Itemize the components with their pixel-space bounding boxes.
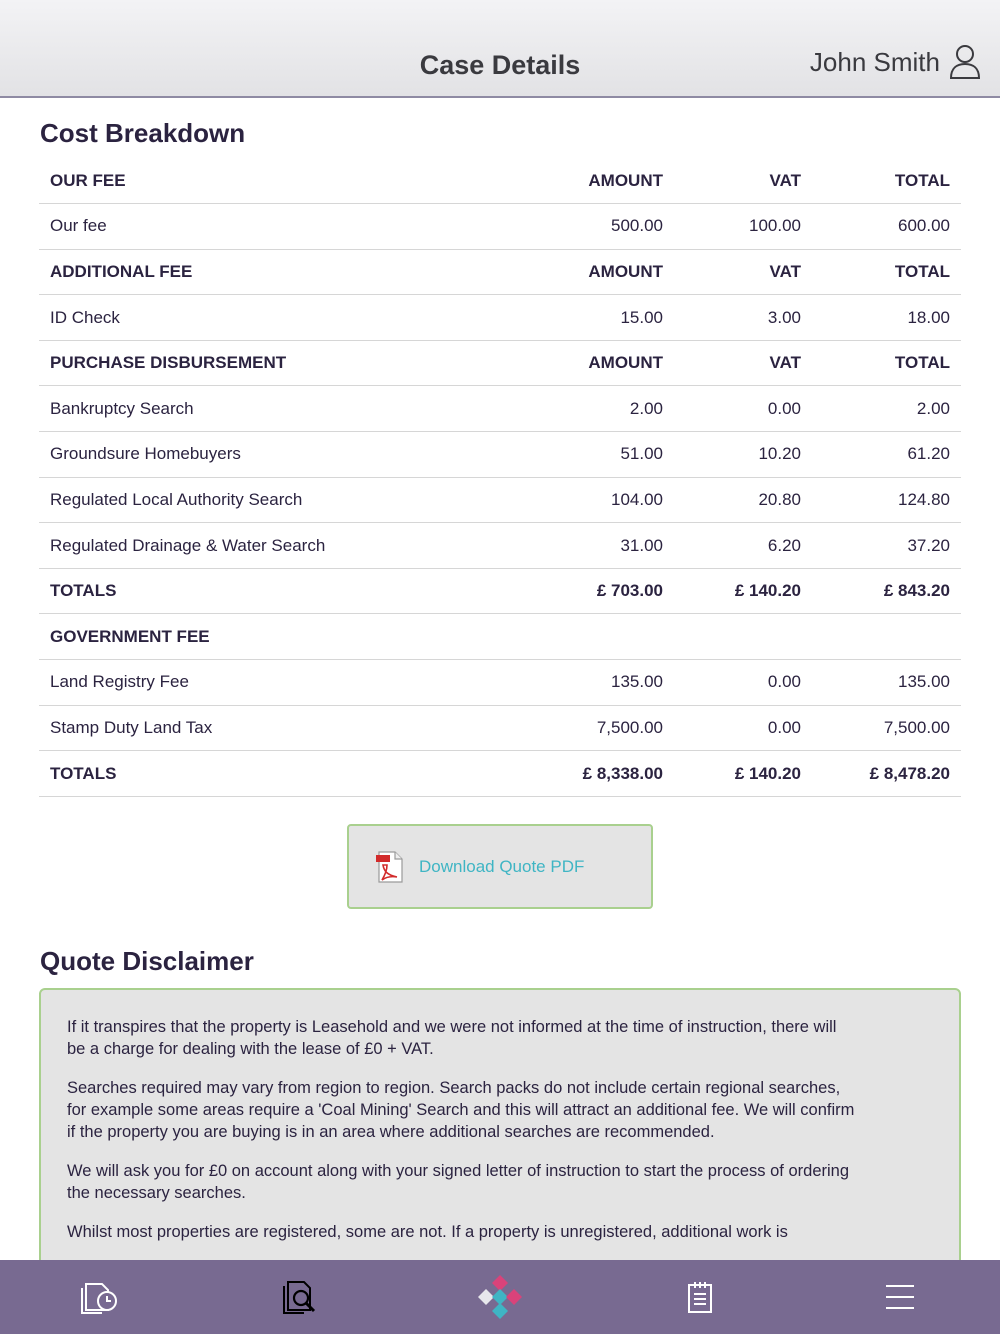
table-row — [39, 660, 961, 706]
table-row — [39, 386, 961, 432]
row-total: 18.00 — [812, 295, 961, 341]
row-label: TOTALS — [39, 568, 479, 614]
row-vat: VAT — [674, 340, 812, 386]
quote-disclaimer-heading: Quote Disclaimer — [40, 946, 254, 976]
document-clock-icon — [80, 1280, 120, 1314]
row-label: Our fee — [39, 204, 479, 250]
disclaimer-paragraph: Searches required may vary from region to region. Search packs do not include certain regional searches, for example some areas require a 'Coal Mining' Search and this will attract an additional fee. We will confirm if the property you are buying is in an area where additional searches are recommended. — [67, 1079, 855, 1141]
user-name: John Smith — [809, 46, 940, 77]
row-amount: AMOUNT — [479, 158, 674, 204]
row-total: TOTAL — [812, 340, 961, 386]
nav-case-history[interactable] — [60, 1267, 140, 1327]
row-vat: VAT — [674, 158, 812, 204]
main-content — [0, 98, 1000, 1260]
disclaimer-paragraph: Whilst most properties are registered, some are not. If a property is unregistered, additional work is — [67, 1223, 788, 1241]
cost-breakdown-heading: Cost Breakdown — [40, 118, 246, 148]
row-label: ID Check — [39, 295, 479, 341]
document-search-icon — [281, 1280, 319, 1314]
row-amount: AMOUNT — [479, 340, 674, 386]
disclaimer-paragraph: If it transpires that the property is Leasehold and we were not informed at the time of instruction, there will be a charge for dealing with the lease of £0 + VAT. — [67, 1018, 837, 1058]
user-icon — [948, 44, 982, 80]
nav-menu[interactable] — [860, 1267, 940, 1327]
row-total: 37.20 — [812, 523, 961, 569]
hamburger-menu-icon — [885, 1283, 915, 1311]
row-amount: 31.00 — [479, 523, 674, 569]
row-label: OUR FEE — [39, 158, 479, 204]
row-amount: 2.00 — [479, 386, 674, 432]
section-header-row — [39, 340, 961, 386]
row-vat: 10.20 — [674, 432, 812, 478]
row-amount: 15.00 — [479, 295, 674, 341]
row-label: TOTALS — [39, 751, 479, 797]
row-label: Stamp Duty Land Tax — [39, 705, 479, 751]
row-vat: 0.00 — [674, 386, 812, 432]
row-total: TOTAL — [812, 158, 961, 204]
row-label: GOVERNMENT FEE — [39, 614, 479, 660]
row-total: £ 8,478.20 — [812, 751, 961, 797]
row-vat: £ 140.20 — [674, 751, 812, 797]
row-label: Regulated Local Authority Search — [39, 477, 479, 523]
row-total: £ 843.20 — [812, 568, 961, 614]
row-label: Groundsure Homebuyers — [39, 432, 479, 478]
row-label: Bankruptcy Search — [39, 386, 479, 432]
row-amount: 135.00 — [479, 660, 674, 706]
row-amount: 500.00 — [479, 204, 674, 250]
row-total: TOTAL — [812, 249, 961, 295]
pdf-icon — [375, 851, 405, 883]
table-row — [39, 204, 961, 250]
row-total — [812, 614, 961, 660]
table-row — [39, 477, 961, 523]
row-amount: £ 703.00 — [479, 568, 674, 614]
row-amount: 7,500.00 — [479, 705, 674, 751]
nav-home[interactable] — [460, 1267, 540, 1327]
row-total: 7,500.00 — [812, 705, 961, 751]
cost-breakdown-table — [39, 158, 961, 797]
quote-disclaimer-box — [39, 988, 961, 1260]
row-amount: 51.00 — [479, 432, 674, 478]
table-row — [39, 432, 961, 478]
table-row — [39, 705, 961, 751]
row-amount — [479, 614, 674, 660]
disclaimer-paragraph: We will ask you for £0 on account along with your signed letter of instruction to start the process of ordering the necessary searches. — [67, 1162, 850, 1202]
section-header-row — [39, 249, 961, 295]
top-bar — [0, 0, 1000, 98]
download-quote-pdf-button[interactable] — [347, 824, 653, 909]
section-header-row — [39, 614, 961, 660]
row-label: Land Registry Fee — [39, 660, 479, 706]
row-label: Regulated Drainage & Water Search — [39, 523, 479, 569]
row-total: 2.00 — [812, 386, 961, 432]
row-vat: 6.20 — [674, 523, 812, 569]
row-total: 124.80 — [812, 477, 961, 523]
row-label: PURCHASE DISBURSEMENT — [39, 340, 479, 386]
row-vat: 100.00 — [674, 204, 812, 250]
row-label: ADDITIONAL FEE — [39, 249, 479, 295]
row-amount: £ 8,338.00 — [479, 751, 674, 797]
section-header-row — [39, 158, 961, 204]
row-total: 61.20 — [812, 432, 961, 478]
table-row — [39, 295, 961, 341]
totals-row — [39, 568, 961, 614]
row-amount: AMOUNT — [479, 249, 674, 295]
page-title: Case Details — [419, 50, 581, 80]
row-vat: £ 140.20 — [674, 568, 812, 614]
row-vat: 0.00 — [674, 705, 812, 751]
row-vat: 0.00 — [674, 660, 812, 706]
table-row — [39, 523, 961, 569]
diamond-logo-icon — [472, 1273, 528, 1321]
row-total: 600.00 — [812, 204, 961, 250]
row-vat — [674, 614, 812, 660]
row-vat: 3.00 — [674, 295, 812, 341]
nav-search-documents[interactable] — [260, 1267, 340, 1327]
row-vat: 20.80 — [674, 477, 812, 523]
row-vat: VAT — [674, 249, 812, 295]
row-amount: 104.00 — [479, 477, 674, 523]
bottom-nav — [0, 1260, 1000, 1334]
totals-row — [39, 751, 961, 797]
row-total: 135.00 — [812, 660, 961, 706]
clipboard-icon — [687, 1280, 713, 1314]
user-profile[interactable] — [810, 44, 982, 80]
download-quote-pdf-label: Download Quote PDF — [419, 856, 585, 876]
nav-notes[interactable] — [660, 1267, 740, 1327]
